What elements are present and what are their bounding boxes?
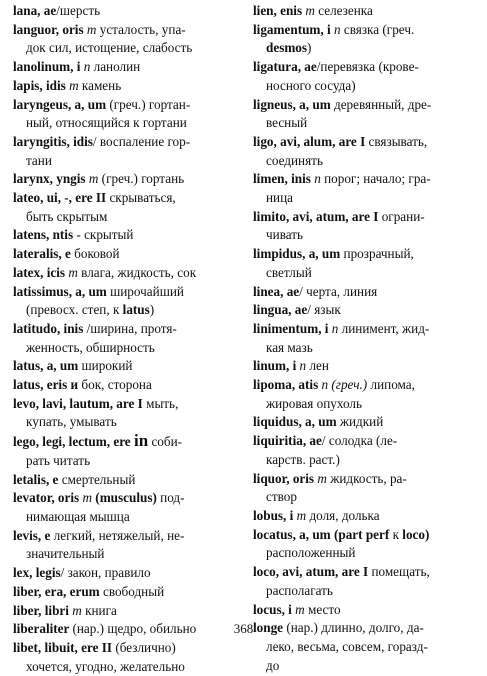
entry-continuation <box>253 114 479 133</box>
grammar-mark: n <box>333 21 341 37</box>
latin-term: longe <box>253 620 287 636</box>
latin-term: loco) <box>402 526 430 542</box>
latin-term: levo, lavi, lautum, are I <box>13 395 147 411</box>
dictionary-entry <box>13 395 243 432</box>
entry-headline <box>13 283 243 302</box>
definition-text: женность, обширность <box>26 339 155 355</box>
entry-continuation <box>13 152 243 171</box>
definition-text: (греч.) гортан- <box>109 96 191 112</box>
entry-headline <box>253 133 479 152</box>
entry-continuation <box>253 339 479 358</box>
latin-term: ligamentum, i <box>253 21 334 37</box>
latin-term: lipoma, atis <box>253 377 322 393</box>
definition-text: боковой <box>74 246 120 262</box>
definition-text: /перевязка (крове- <box>316 59 419 75</box>
definition-text: / черта, линия <box>299 283 378 299</box>
definition-text: легкий, нетяжелый, не- <box>53 527 185 543</box>
definition-text: связывать, <box>368 133 428 149</box>
entry-continuation <box>253 152 479 171</box>
entry-headline <box>13 357 243 376</box>
dictionary-entry <box>253 283 479 302</box>
entry-headline <box>13 320 243 339</box>
dictionary-entry <box>253 601 479 620</box>
latin-term: liber, era, erum <box>13 583 103 599</box>
latin-term: languor, oris <box>13 21 87 37</box>
entry-continuation <box>253 657 479 676</box>
latin-term: larynx, yngis <box>13 171 89 187</box>
definition-text: смертельный <box>61 471 136 487</box>
entry-headline <box>13 21 243 40</box>
latin-term: in <box>133 431 149 451</box>
dictionary-entry <box>13 564 243 583</box>
latin-term: linea, ae <box>253 283 300 299</box>
latin-term: ligneus, a, um <box>253 96 334 112</box>
latin-term: libet, libuit, ere II <box>13 639 116 655</box>
entry-headline <box>13 602 243 621</box>
latin-term: lien, enis <box>253 3 306 18</box>
dictionary-entry <box>13 432 243 470</box>
definition-text: усталость, упа- <box>96 21 186 37</box>
definition-text: линимент, жид- <box>338 320 430 336</box>
definition-text: широчайший <box>110 283 184 299</box>
latin-term: latus, eris и <box>13 377 82 393</box>
entry-headline <box>253 301 479 320</box>
latin-term: lateralis, e <box>13 246 75 262</box>
grammar-mark: m <box>72 602 82 618</box>
dictionary-entry <box>253 470 479 507</box>
latin-term: lego, legi, lectum, ere <box>13 434 134 450</box>
latin-term: lingua, ae <box>253 302 308 318</box>
dictionary-entry <box>253 2 479 21</box>
entry-continuation <box>253 226 479 245</box>
latin-term: latus, a, um <box>13 358 82 374</box>
grammar-mark: m <box>305 3 315 18</box>
dictionary-entry <box>13 376 243 395</box>
grammar-mark: m <box>68 264 78 280</box>
entry-headline <box>13 432 243 452</box>
definition-text: весный <box>266 115 308 131</box>
definition-text: мыть, <box>146 395 179 411</box>
entry-headline <box>253 283 479 302</box>
definition-text: / воспаление гор- <box>92 133 191 149</box>
latin-term: lana, ae <box>13 3 57 18</box>
definition-text: леко, весьма, совсем, горазд- <box>266 638 428 654</box>
entry-headline <box>253 2 479 21</box>
dictionary-entry <box>253 245 479 282</box>
entry-continuation <box>13 39 243 58</box>
entry-continuation <box>253 39 479 58</box>
dictionary-entry <box>253 170 479 207</box>
latin-term: liberaliter <box>13 621 73 637</box>
definition-text: (превосх. степ, к <box>26 302 123 318</box>
dictionary-entry <box>13 602 243 621</box>
dictionary-entry <box>253 58 479 95</box>
entry-headline <box>253 470 479 489</box>
entry-continuation <box>13 114 243 133</box>
entry-headline <box>13 170 243 189</box>
grammar-mark: m <box>88 171 99 187</box>
dictionary-entry <box>13 583 243 602</box>
definition-text: / закон, правило <box>60 565 151 581</box>
latin-term: laryngeus, a, um <box>13 96 110 112</box>
definition-text: тани <box>26 152 52 168</box>
entry-continuation <box>13 208 243 227</box>
definition-text: ) <box>149 302 155 318</box>
grammar-mark: n <box>83 59 91 75</box>
latin-term: linum, i <box>253 358 300 374</box>
entry-headline <box>13 77 243 96</box>
dictionary-entry <box>13 96 243 133</box>
definition-text: рать читать <box>26 452 91 468</box>
definition-text: ланолин <box>90 59 141 75</box>
definition-text: карств. раст.) <box>266 451 340 467</box>
latin-term: latissimus, a, um <box>13 283 111 299</box>
definition-text: быть скрытым <box>26 208 108 224</box>
definition-text: (греч.) гортань <box>98 171 185 187</box>
latin-term: latitudo, inis <box>13 320 87 336</box>
latin-term: limen, inis <box>253 171 315 187</box>
entry-continuation <box>253 77 479 96</box>
grammar-mark: m <box>86 21 97 37</box>
entry-headline <box>253 21 479 40</box>
entry-continuation <box>253 488 479 507</box>
entry-headline <box>253 245 479 264</box>
dictionary-entry <box>253 507 479 526</box>
definition-text: /ширина, протя- <box>86 320 177 336</box>
entry-headline <box>13 376 243 395</box>
definition-text: (нар.) длинно, долго, да- <box>286 620 424 636</box>
entry-headline <box>13 583 243 602</box>
dictionary-entry <box>13 133 243 170</box>
entry-continuation <box>253 582 479 601</box>
dictionary-entry <box>13 170 243 189</box>
dictionary-entry <box>13 21 243 58</box>
latin-term: latex, icis <box>13 264 69 280</box>
definition-text: кая мазь <box>266 339 313 355</box>
latin-term: lanolinum, i <box>13 59 84 75</box>
latin-term: levis, e <box>13 527 54 543</box>
latin-term: liber, libri <box>13 602 73 618</box>
dictionary-entry <box>253 133 479 170</box>
grammar-mark: n <box>299 358 307 374</box>
entry-headline <box>253 563 479 582</box>
entry-continuation <box>253 451 479 470</box>
definition-text: к <box>389 526 403 542</box>
entry-headline <box>253 96 479 115</box>
dictionary-entry <box>253 432 479 469</box>
grammar-mark: n <box>331 320 339 336</box>
entry-continuation <box>253 264 479 283</box>
definition-text: селезенка <box>314 3 373 18</box>
dictionary-entry <box>13 489 243 526</box>
definition-text: док сил, истощение, слабость <box>26 40 193 56</box>
definition-text: купать, умывать <box>26 414 117 430</box>
definition-text: (безлично) <box>115 639 176 655</box>
entry-headline <box>13 245 243 264</box>
definition-text: чивать <box>266 227 304 243</box>
dictionary-entry <box>13 283 243 320</box>
entry-headline <box>13 96 243 115</box>
entry-headline <box>253 432 479 451</box>
entry-headline <box>13 471 243 490</box>
entry-continuation <box>253 638 479 657</box>
definition-text: бок, сторона <box>81 377 152 393</box>
entry-headline <box>13 527 243 546</box>
dictionary-entry <box>253 563 479 600</box>
dictionary-entry <box>253 208 479 245</box>
entry-headline <box>13 395 243 414</box>
entry-continuation <box>253 544 479 563</box>
definition-text: - скрытый <box>76 227 134 243</box>
definition-text: жидкость, ра- <box>326 470 407 486</box>
dictionary-entry <box>13 77 243 96</box>
grammar-mark: n <box>314 171 321 187</box>
latin-term: locus, i <box>253 601 296 617</box>
definition-text: липома, <box>367 377 415 393</box>
grammar-mark: m <box>317 470 327 486</box>
entry-continuation <box>13 658 243 676</box>
latin-term: (part perf <box>333 526 390 542</box>
dictionary-entry <box>253 96 479 133</box>
dictionary-entry <box>253 413 479 432</box>
definition-text: порог; начало; гра- <box>320 171 431 187</box>
definition-text: свободный <box>102 583 165 599</box>
definition-text: жировая опухоль <box>266 395 362 411</box>
entry-continuation <box>13 508 243 527</box>
definition-text: до <box>266 657 280 673</box>
dictionary-entry <box>13 189 243 226</box>
latin-term: lex, legis <box>13 565 61 581</box>
definition-text: камень <box>78 77 122 93</box>
grammar-mark: m <box>296 507 307 523</box>
dictionary-entry <box>13 320 243 357</box>
dictionary-entry <box>253 320 479 357</box>
dictionary-entry <box>13 245 243 264</box>
latin-term: limito, avi, atum, are I <box>253 208 382 224</box>
grammar-mark: m <box>295 601 305 617</box>
dictionary-entry <box>13 58 243 77</box>
definition-text: влага, жидкость, сок <box>77 264 197 280</box>
definition-text: створ <box>266 489 297 505</box>
definition-text: носного сосуда) <box>266 77 356 93</box>
grammar-mark: m <box>69 77 79 93</box>
dictionary-entry <box>13 471 243 490</box>
latin-term: levator, oris <box>13 490 83 506</box>
entry-continuation <box>13 301 243 320</box>
definition-text: помещать, <box>371 564 430 580</box>
latin-term: loco, avi, atum, are I <box>253 564 372 580</box>
latin-term: latus <box>122 302 150 318</box>
entry-headline <box>253 507 479 526</box>
latin-term: ligo, avi, alum, are I <box>253 133 369 149</box>
entry-headline <box>253 58 479 77</box>
definition-text: значительный <box>26 546 105 562</box>
entry-headline <box>13 264 243 283</box>
latin-term: limpidus, a, um <box>253 246 344 262</box>
right-column <box>253 2 479 675</box>
entry-headline <box>253 208 479 227</box>
definition-text: нимающая мышца <box>26 508 130 524</box>
definition-text: ) <box>307 40 312 56</box>
latin-term: locatus, a, um <box>253 526 334 542</box>
latin-term: lapis, idis <box>13 77 70 93</box>
definition-text: место <box>304 601 341 617</box>
entry-continuation <box>253 189 479 208</box>
entry-headline <box>13 226 243 245</box>
entry-headline <box>13 564 243 583</box>
latin-term: (musculus) <box>92 490 161 506</box>
definition-text: /шерсть <box>56 3 101 18</box>
definition-text: ный, относящийся к гортани <box>26 115 187 131</box>
definition-text: / язык <box>307 302 341 318</box>
dictionary-entry <box>13 639 243 676</box>
dictionary-entry <box>253 526 479 563</box>
definition-text: широкий <box>81 358 133 374</box>
left-column <box>13 2 243 676</box>
latin-term: lateo, ui, -, ere II <box>13 190 110 206</box>
definition-text: под- <box>160 490 185 506</box>
entry-headline <box>13 2 243 21</box>
definition-text: хочется, угодно, желательно <box>26 658 185 674</box>
latin-term: lobus, i <box>253 507 297 523</box>
definition-text: прозрачный, <box>343 246 414 262</box>
definition-text: ограни- <box>381 208 425 224</box>
entry-continuation <box>13 413 243 432</box>
dictionary-entry <box>13 264 243 283</box>
dictionary-entry <box>13 2 243 21</box>
dictionary-entry <box>253 21 479 58</box>
dictionary-entry <box>253 301 479 320</box>
definition-text: расположенный <box>266 545 356 561</box>
entry-continuation <box>13 339 243 358</box>
latin-term: latens, ntis <box>13 227 77 243</box>
entry-headline <box>13 133 243 152</box>
entry-headline <box>253 601 479 620</box>
definition-text: книга <box>81 602 117 618</box>
entry-headline <box>253 170 479 189</box>
definition-text: ница <box>266 190 294 206</box>
latin-term: liquor, oris <box>253 470 318 486</box>
latin-term: ligatura, ae <box>253 59 317 75</box>
entry-continuation <box>253 395 479 414</box>
definition-text: связка (греч. <box>340 21 415 37</box>
entry-headline <box>253 526 479 545</box>
entry-headline <box>253 413 479 432</box>
dictionary-entry <box>13 226 243 245</box>
definition-text: лен <box>306 358 329 374</box>
entry-headline <box>253 320 479 339</box>
definition-text: жидкий <box>339 414 384 430</box>
dictionary-entry <box>13 357 243 376</box>
entry-headline <box>13 489 243 508</box>
definition-text: доля, долька <box>306 507 380 523</box>
grammar-mark: n (греч.) <box>321 377 368 393</box>
latin-term: linimentum, i <box>253 320 332 336</box>
latin-term: laryngitis, idis <box>13 133 93 149</box>
definition-text: соединять <box>266 152 323 168</box>
latin-term: liquiritia, ae <box>253 433 322 449</box>
entry-continuation <box>13 452 243 471</box>
dictionary-entry <box>13 527 243 564</box>
latin-term: desmos <box>266 40 308 56</box>
definition-text: (нар.) щедро, обильно <box>72 621 197 637</box>
entry-continuation <box>13 545 243 564</box>
dictionary-entry <box>253 357 479 376</box>
entry-headline <box>253 357 479 376</box>
entry-headline <box>253 376 479 395</box>
definition-text: располагать <box>266 582 333 598</box>
grammar-mark: m <box>82 490 92 506</box>
definition-text: скрываться, <box>109 190 176 206</box>
latin-term: liquidus, a, um <box>253 414 340 430</box>
dictionary-entry <box>253 376 479 413</box>
latin-term: letalis, e <box>13 471 62 487</box>
definition-text: соби- <box>148 434 183 450</box>
entry-headline <box>13 189 243 208</box>
page-number: 368 <box>233 621 254 636</box>
definition-text: светлый <box>266 264 312 280</box>
entry-headline <box>13 58 243 77</box>
definition-text: / солодка (ле- <box>321 433 398 449</box>
definition-text: деревянный, дре- <box>333 96 432 112</box>
